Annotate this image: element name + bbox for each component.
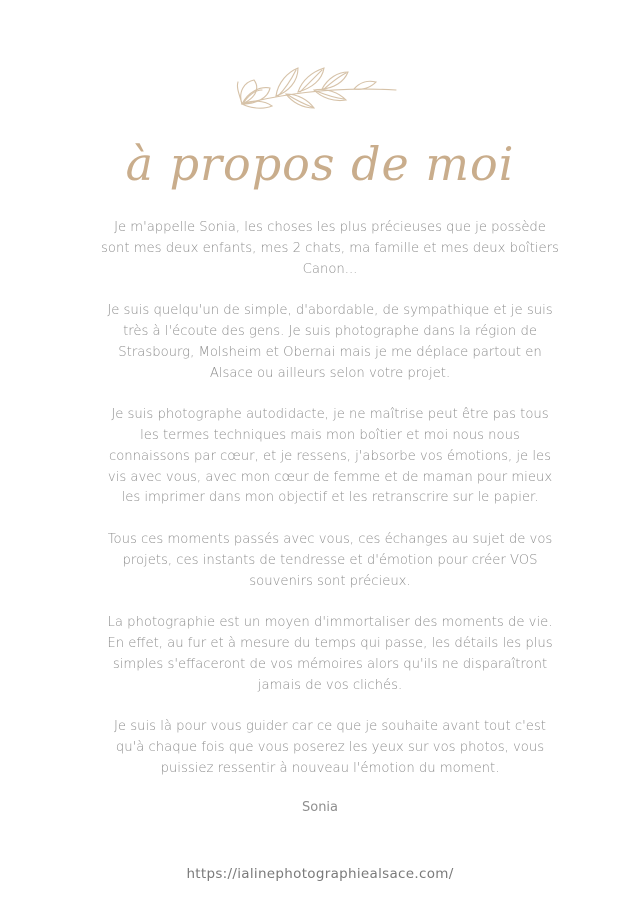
paragraph: Je suis photographe autodidacte, je ne maîtrise peut être pas tous les termes techniques mais mon boîtier et moi nous nous connaissons par cœur, et je ressens, j'absorbe vos émotions, je les vis avec vous, avec mon cœur de femme et de maman pour mieux les imprimer dans mon objectif et les retranscrire sur le papier. — [107, 407, 553, 506]
paragraph: Je suis quelqu'un de simple, d'abordable, de sympathique et je suis très à l'écoute des gens. Je suis photographe dans la région de Strasbourg, Molsheim et Obernai mais je me déplace partout en Alsace ou ailleurs selon votre projet. — [107, 303, 553, 381]
website-link[interactable]: https://ialinephotographiealsace.com/ — [186, 866, 454, 882]
paragraph: Je suis là pour vous guider car ce que je souhaite avant tout c'est qu'à chaque fois que vous poserez les yeux sur vos photos, vous puissiez ressentir à nouveau l'émotion du moment. — [114, 719, 546, 776]
signature: Sonia — [301, 800, 339, 815]
page-title: à propos de moi — [125, 137, 515, 191]
paragraph: La photographie est un moyen d'immortaliser des moments de vie. En effet, au fur et à mesure du temps qui passe, les détails les plus simples s'effaceront de vos mémoires alors qu'ils ne disparaîtront jamais de vos clichés. — [107, 615, 553, 693]
paragraph: Je m'appelle Sonia, les choses les plus précieuses que je possède sont mes deux enfants, mes 2 chats, ma famille et mes deux boîtiers Canon... — [101, 220, 559, 277]
floral-branch-icon — [236, 52, 400, 122]
about-text — [100, 218, 560, 800]
paragraph: Tous ces moments passés avec vous, ces échanges au sujet de vos projets, ces instants de tendresse et d'émotion pour créer VOS souvenirs sont précieux. — [107, 531, 553, 589]
